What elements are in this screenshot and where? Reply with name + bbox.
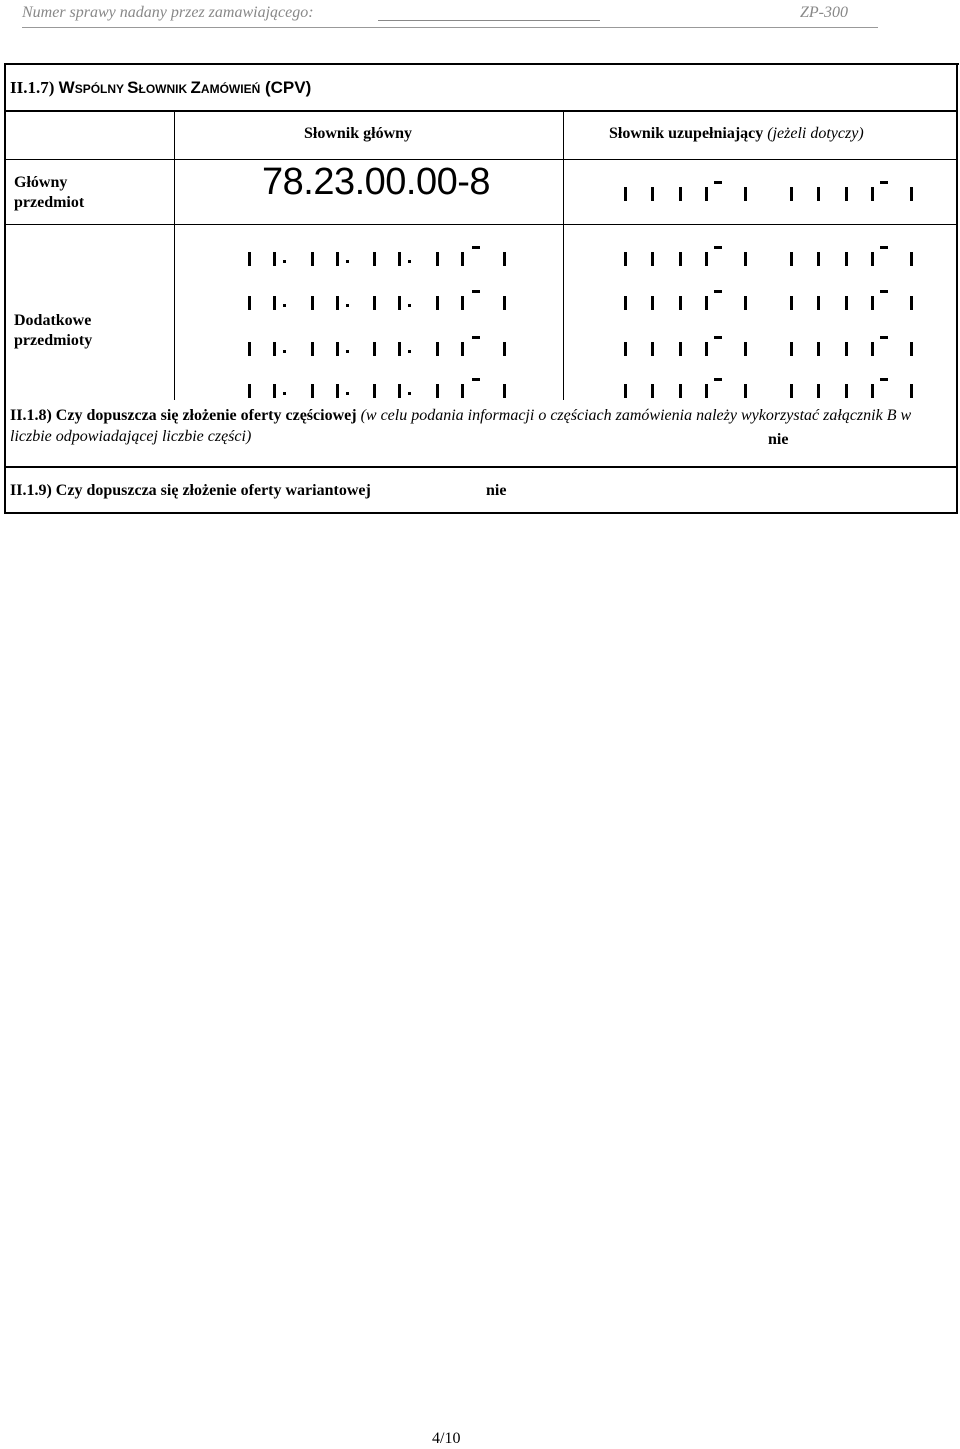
code-slot-mark: [845, 252, 848, 266]
code-slot-mark: [273, 252, 276, 266]
code-slot-mark: [871, 296, 874, 310]
code-slot-mark: [744, 296, 747, 310]
question-partial-offer: II.1.8) Czy dopuszcza się złożenie oferty częściowej (w celu podania informacji o częściach zamówienia należy wykorzystać załącznik B w liczbie odpowiadającej liczbie części): [10, 407, 912, 445]
code-dash-mark: [880, 290, 888, 293]
code-dash-mark: [714, 246, 722, 249]
code-slot-mark: [311, 342, 314, 356]
header-rule: [22, 27, 878, 28]
code-slot-mark: [373, 384, 376, 398]
code-dot-mark: [408, 260, 411, 263]
code-slot-mark: [910, 187, 913, 201]
code-slot-mark: [705, 187, 708, 201]
code-dash-mark: [714, 378, 722, 381]
code-slot-mark: [248, 296, 251, 310]
code-slot-mark: [871, 252, 874, 266]
code-slot-mark: [624, 342, 627, 356]
code-dot-mark: [408, 392, 411, 395]
code-slot-mark: [248, 252, 251, 266]
code-dot-mark: [408, 350, 411, 353]
code-slot-mark: [871, 187, 874, 201]
code-dash-mark: [880, 246, 888, 249]
code-slot-mark: [624, 187, 627, 201]
code-slot-mark: [744, 252, 747, 266]
code-slot-mark: [461, 252, 464, 266]
code-slot-mark: [624, 252, 627, 266]
code-slot-mark: [744, 342, 747, 356]
code-slot-mark: [461, 384, 464, 398]
code-dot-mark: [346, 392, 349, 395]
section-title-cpv: II.1.7) WSPÓLNY SŁOWNIK ZAMÓWIEŃ (CPV): [10, 78, 312, 97]
code-slot-mark: [871, 342, 874, 356]
code-slot-mark: [373, 342, 376, 356]
code-dot-mark: [346, 350, 349, 353]
code-slot-mark: [817, 187, 820, 201]
code-slot-mark: [790, 384, 793, 398]
code-dash-mark: [472, 246, 480, 249]
answer-partial-offer: nie: [768, 431, 789, 448]
code-slot-mark: [311, 252, 314, 266]
case-number-label: Numer sprawy nadany przez zamawiającego:: [22, 4, 314, 21]
code-slot-mark: [817, 296, 820, 310]
code-slot-mark: [436, 252, 439, 266]
code-dot-mark: [283, 304, 286, 307]
code-slot-mark: [503, 252, 506, 266]
code-slot-mark: [705, 384, 708, 398]
code-dot-mark: [346, 260, 349, 263]
code-slot-mark: [461, 296, 464, 310]
answer-variant-offer: nie: [486, 482, 507, 499]
code-dash-mark: [714, 336, 722, 339]
code-dot-mark: [408, 304, 411, 307]
code-slot-mark: [398, 384, 401, 398]
code-dash-mark: [472, 336, 480, 339]
code-slot-mark: [651, 384, 654, 398]
code-slot-mark: [651, 252, 654, 266]
code-slot-mark: [373, 252, 376, 266]
code-slot-mark: [248, 384, 251, 398]
code-slot-mark: [817, 384, 820, 398]
code-slot-mark: [461, 342, 464, 356]
row-label-additional-subjects: Dodatkowe przedmioty: [14, 312, 93, 349]
code-slot-mark: [311, 296, 314, 310]
code-slot-mark: [248, 342, 251, 356]
column-header-supplementary: Słownik uzupełniający (jeżeli dotyczy): [609, 125, 864, 142]
code-slot-mark: [790, 252, 793, 266]
code-slot-mark: [436, 296, 439, 310]
code-slot-mark: [817, 342, 820, 356]
code-slot-mark: [273, 342, 276, 356]
code-slot-mark: [845, 296, 848, 310]
code-slot-mark: [336, 384, 339, 398]
page-header: [0, 0, 960, 32]
code-dash-mark: [880, 181, 888, 184]
code-dash-mark: [714, 290, 722, 293]
code-slot-mark: [336, 342, 339, 356]
code-slot-mark: [651, 187, 654, 201]
code-dot-mark: [283, 392, 286, 395]
code-slot-mark: [679, 384, 682, 398]
code-slot-mark: [311, 384, 314, 398]
case-number-blank: [378, 20, 600, 21]
code-slot-mark: [910, 252, 913, 266]
code-slot-mark: [624, 296, 627, 310]
form-code: ZP-300: [800, 4, 848, 21]
code-dot-mark: [346, 304, 349, 307]
code-slot-mark: [679, 342, 682, 356]
page-number: 4/10: [432, 1430, 461, 1447]
code-slot-mark: [398, 342, 401, 356]
code-slot-mark: [273, 384, 276, 398]
code-slot-mark: [503, 342, 506, 356]
code-dash-mark: [472, 290, 480, 293]
code-slot-mark: [398, 296, 401, 310]
code-slot-mark: [871, 384, 874, 398]
code-slot-mark: [790, 342, 793, 356]
code-slot-mark: [336, 252, 339, 266]
code-slot-mark: [679, 296, 682, 310]
code-slot-mark: [503, 296, 506, 310]
code-slot-mark: [817, 252, 820, 266]
column-header-main: Słownik główny: [304, 125, 413, 142]
code-dot-mark: [283, 260, 286, 263]
code-slot-mark: [845, 384, 848, 398]
code-slot-mark: [744, 187, 747, 201]
code-dash-mark: [472, 378, 480, 381]
code-dash-mark: [880, 336, 888, 339]
code-slot-mark: [910, 296, 913, 310]
row-label-main-subject: Główny przedmiot: [14, 174, 85, 211]
code-slot-mark: [336, 296, 339, 310]
code-slot-mark: [705, 296, 708, 310]
code-slot-mark: [845, 342, 848, 356]
code-slot-mark: [373, 296, 376, 310]
code-slot-mark: [436, 342, 439, 356]
code-slot-mark: [679, 187, 682, 201]
code-dot-mark: [283, 350, 286, 353]
main-cpv-code: 78.23.00.00-8: [262, 161, 491, 203]
code-slot-mark: [651, 342, 654, 356]
code-slot-mark: [679, 252, 682, 266]
code-slot-mark: [705, 342, 708, 356]
code-slot-mark: [398, 252, 401, 266]
code-dash-mark: [880, 378, 888, 381]
code-slot-mark: [273, 296, 276, 310]
code-slot-mark: [503, 384, 506, 398]
code-slot-mark: [624, 384, 627, 398]
code-slot-mark: [910, 342, 913, 356]
code-slot-mark: [651, 296, 654, 310]
code-slot-mark: [910, 384, 913, 398]
code-slot-mark: [705, 252, 708, 266]
code-slot-mark: [790, 187, 793, 201]
code-slot-mark: [790, 296, 793, 310]
question-variant-offer: II.1.9) Czy dopuszcza się złożenie oferty wariantowej: [10, 482, 371, 499]
code-slot-mark: [845, 187, 848, 201]
code-dash-mark: [714, 181, 722, 184]
code-slot-mark: [436, 384, 439, 398]
code-slot-mark: [744, 384, 747, 398]
